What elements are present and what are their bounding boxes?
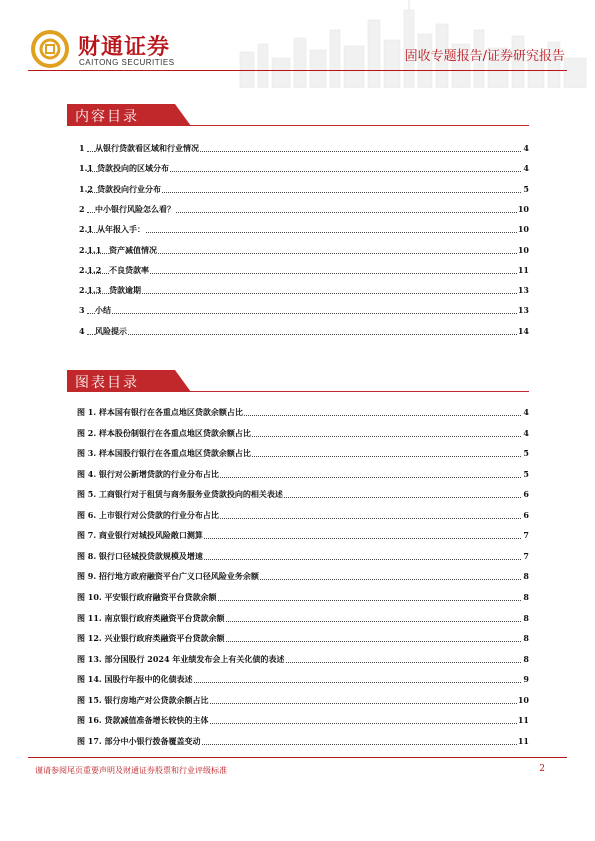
- toc-entry-number: 2: [79, 203, 85, 214]
- toc-entry-number: 1: [79, 143, 85, 153]
- figure-entry[interactable]: [67, 612, 529, 626]
- toc-entry[interactable]: [67, 284, 529, 298]
- toc-entry-number: 2.1.1: [79, 244, 102, 255]
- figure-entry-page: 8: [523, 612, 529, 623]
- figure-entry[interactable]: [67, 653, 529, 667]
- toc-entry-title: 贷款投向的区域分布: [97, 163, 169, 174]
- figure-entry-title: 图 12. 兴业银行政府类融资平台贷款余额: [77, 633, 225, 644]
- toc-entry[interactable]: [67, 162, 529, 176]
- page-header: [0, 0, 595, 92]
- figure-entry-page: 6: [523, 509, 529, 520]
- city-skyline-watermark: [230, 0, 595, 88]
- header-divider: [28, 70, 567, 71]
- toc-entry-title: 从银行贷款看区域和行业情况: [95, 143, 199, 153]
- toc-entry-page: 14: [517, 325, 529, 336]
- dot-leader: [87, 232, 525, 233]
- figure-entry-title: 图 3. 样本国股行银行在各重点地区贷款余额占比: [77, 448, 251, 459]
- footer-disclaimer: 谨请参阅尾页重要声明及财通证券股票和行业评级标准: [35, 766, 227, 775]
- figure-entry-page: 8: [523, 571, 529, 582]
- dot-leader: [87, 313, 525, 314]
- toc-entry-page: 4: [523, 163, 529, 174]
- figure-entry[interactable]: [67, 570, 529, 584]
- figure-entry[interactable]: [67, 447, 529, 461]
- toc-entry-title: 贷款逾期: [109, 285, 141, 296]
- figure-entry[interactable]: [67, 529, 529, 543]
- figure-entry-page: 6: [523, 489, 529, 500]
- figure-entry-page: 11: [517, 735, 529, 746]
- toc-title: 内容目录: [75, 109, 139, 125]
- toc-entry-number: 1.1: [79, 163, 93, 174]
- toc-entry-number: 2.1.3: [79, 285, 102, 296]
- figure-entry-page: 5: [523, 468, 529, 479]
- caitong-logo-icon: [30, 30, 70, 68]
- figure-entry-page: 7: [523, 530, 529, 541]
- toc-entry-title: 不良贷款率: [109, 264, 149, 275]
- figure-entry-page: 11: [517, 715, 529, 726]
- toc-entry[interactable]: [67, 183, 529, 197]
- dot-leader: [87, 293, 525, 294]
- toc-entry-page: 10: [517, 203, 529, 214]
- figure-entry-page: 8: [523, 633, 529, 644]
- figure-entry-title: 图 15. 银行房地产对公贷款余额占比: [77, 694, 209, 705]
- toc-entry-title: 从年报入手：: [97, 224, 145, 235]
- figure-entry-title: 图 11. 南京银行政府类融资平台贷款余额: [77, 612, 225, 623]
- toc-entry-page: 5: [523, 183, 529, 194]
- figure-entry-page: 5: [523, 448, 529, 459]
- toc-entry-number: 3: [79, 305, 85, 316]
- toc-section-header: [67, 104, 529, 126]
- toc-entry-title: 小结: [95, 305, 111, 316]
- figure-entry-title: 图 7. 商业银行对城投风险敞口测算: [77, 530, 203, 541]
- brand-name-cn: 财通证券: [78, 35, 171, 60]
- figure-entry-page: 8: [523, 591, 529, 602]
- toc-entry-page: 11: [517, 264, 529, 275]
- figure-entry-title: 图 16. 贷款减值准备增长较快的主体: [77, 715, 209, 726]
- page-number: 2: [539, 764, 545, 774]
- figure-entry-title: 图 6. 上市银行对公贷款的行业分布占比: [77, 509, 219, 520]
- toc-entry-number: 1.2: [79, 183, 93, 194]
- figures-section-header: [67, 370, 529, 392]
- figure-entry-page: 4: [523, 407, 529, 417]
- figure-entry-title: 图 5. 工商银行对于租赁与商务服务业贷款投向的相关表述: [77, 489, 283, 500]
- toc-entry[interactable]: [67, 223, 529, 237]
- figure-entry-title: 图 4. 银行对公新增贷款的行业分布占比: [77, 468, 219, 479]
- figure-entry-title: 图 1. 样本国有银行在各重点地区贷款余额占比: [77, 407, 243, 417]
- figure-entry[interactable]: [67, 406, 529, 420]
- footer-divider: [28, 757, 567, 758]
- brand-name-en: CAITONG SECURITIES: [79, 58, 175, 67]
- figure-entry-page: 10: [517, 694, 529, 705]
- figure-entry-page: 8: [523, 653, 529, 664]
- toc-entry[interactable]: [67, 264, 529, 278]
- figure-entry[interactable]: [67, 591, 529, 605]
- toc-entry-number: 2.1: [79, 224, 93, 235]
- figure-entry-title: 图 13. 部分国股行 2024 年业绩发布会上有关化债的表述: [77, 653, 285, 664]
- figure-entry[interactable]: [67, 509, 529, 523]
- figure-entry[interactable]: [67, 488, 529, 502]
- toc-entry[interactable]: [67, 142, 529, 156]
- toc-entry-page: 10: [517, 224, 529, 235]
- toc-entry[interactable]: [67, 203, 529, 217]
- figure-entry[interactable]: [67, 694, 529, 708]
- report-type-label: 固收专题报告/证券研究报告: [404, 49, 565, 64]
- toc-entry-page: 4: [523, 143, 529, 153]
- figure-entry-title: 图 9. 招行地方政府融资平台广义口径风险业务余额: [77, 571, 259, 582]
- figure-entry[interactable]: [67, 550, 529, 564]
- toc-entry-title: 贷款投向行业分布: [97, 183, 161, 194]
- figure-entry-title: 图 10. 平安银行政府融资平台贷款余额: [77, 591, 217, 602]
- toc-entry-page: 10: [517, 244, 529, 255]
- toc-entry-page: 13: [517, 305, 529, 316]
- dot-leader: [87, 334, 525, 335]
- toc-entry-page: 13: [517, 285, 529, 296]
- dot-leader: [87, 273, 525, 274]
- toc-entry-number: 4: [79, 325, 85, 336]
- toc-entry-title: 风险提示: [95, 325, 127, 336]
- figure-entry[interactable]: [67, 468, 529, 482]
- toc-entry[interactable]: [67, 304, 529, 318]
- figure-entry[interactable]: [67, 714, 529, 728]
- figure-entry-title: 图 17. 部分中小银行拨备覆盖变动: [77, 735, 201, 746]
- toc-entry[interactable]: [67, 244, 529, 258]
- figure-entry[interactable]: [67, 632, 529, 646]
- toc-entry-number: 2.1.2: [79, 264, 102, 275]
- figure-entry-page: 9: [523, 674, 529, 685]
- toc-entry-title: 资产减值情况: [109, 244, 157, 255]
- figure-entry[interactable]: [67, 735, 529, 749]
- figure-entry-page: 4: [523, 427, 529, 438]
- figure-entry-title: 图 8. 银行口径城投贷款规模及增速: [77, 550, 203, 561]
- figure-entry-title: 图 14. 国股行年报中的化债表述: [77, 674, 193, 685]
- figure-entry[interactable]: [67, 427, 529, 441]
- figure-entry-page: 7: [523, 550, 529, 561]
- figure-entry[interactable]: [67, 673, 529, 687]
- toc-entry[interactable]: [67, 325, 529, 339]
- figure-entry-title: 图 2. 样本股份制银行在各重点地区贷款余额占比: [77, 427, 251, 438]
- toc-entry-title: 中小银行风险怎么看？: [95, 203, 175, 214]
- figures-title: 图表目录: [75, 375, 139, 391]
